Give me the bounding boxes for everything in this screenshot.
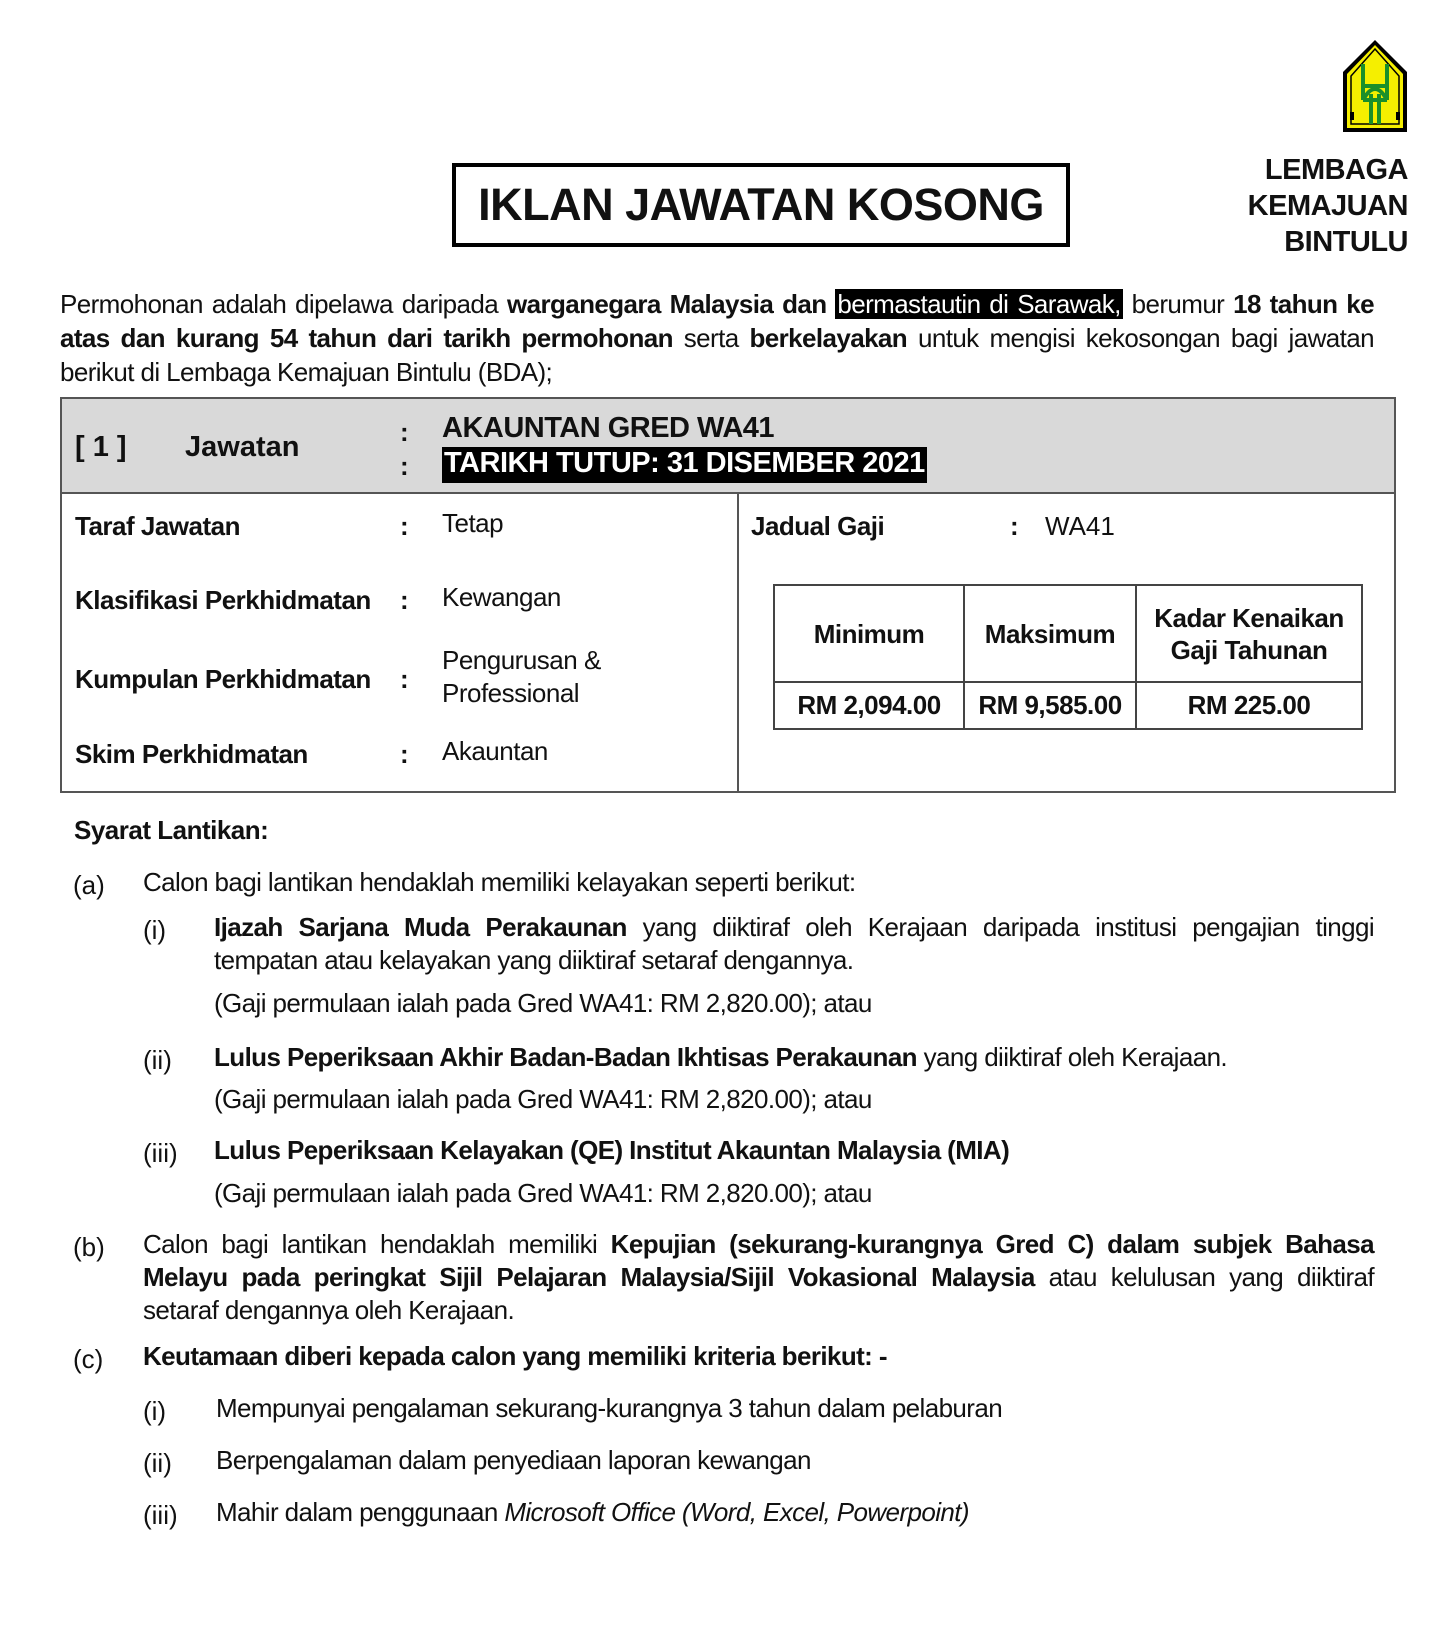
subitem-text (214, 1041, 1227, 1074)
salary-increment-value: RM 225.00 (1136, 682, 1362, 729)
colon: : (400, 585, 409, 615)
detail-label: Taraf Jawatan (75, 511, 240, 541)
org-line-1: LEMBAGA (1264, 154, 1408, 186)
colon: : (400, 451, 409, 481)
detail-value (442, 644, 601, 710)
column-divider (737, 492, 739, 793)
requirements-title: Syarat Lantikan: (74, 815, 269, 845)
item-text: Calon bagi lantikan hendaklah memiliki kelayakan seperti berikut: (143, 867, 856, 897)
intro-text: berumur (1122, 289, 1234, 319)
subitem-marker: (i) (143, 915, 167, 945)
org-line-3: BINTULU (1284, 226, 1408, 258)
subitem-marker: (iii) (143, 1500, 178, 1530)
salary-header-max: Maksimum (964, 585, 1136, 682)
intro-bold: berkelayakan (749, 323, 908, 353)
colon: : (400, 417, 409, 447)
detail-label: Kumpulan Perkhidmatan (75, 664, 371, 694)
item-marker: (b) (73, 1232, 105, 1262)
item-text: Keutamaan diberi kepada calon yang memiliki kriteria berikut: - (143, 1341, 887, 1371)
subitem-italic: Microsoft Office (Word, Excel, Powerpoint) (504, 1497, 969, 1527)
subitem-marker: (ii) (143, 1448, 172, 1478)
colon: : (400, 511, 409, 541)
salary-note: (Gaji permulaan ialah pada Gred WA41: RM 2,820.00); atau (214, 1084, 872, 1114)
intro-text: Permohonan adalah dipelawa daripada (60, 289, 507, 319)
salary-header-increment (1136, 585, 1362, 682)
subitem-bold: Ijazah Sarjana Muda Perakaunan (214, 912, 627, 942)
closing-date: TARIKH TUTUP: 31 DISEMBER 2021 (442, 447, 927, 483)
header-line: Kadar Kenaikan (1154, 602, 1344, 633)
detail-value-line: Pengurusan & (442, 645, 601, 675)
item-bold: Kepujian (sekurang-kurangnya Gred C) dalam subjek Bahasa Melayu pada peringkat Sijil Pelajaran Malaysia/Sijil Vokasional Malaysia (143, 1229, 1374, 1292)
bda-emblem-icon (1341, 38, 1409, 134)
position-number: [ 1 ] (75, 431, 127, 463)
colon: : (400, 739, 409, 769)
subitem-marker: (iii) (143, 1138, 178, 1168)
intro-bold: 18 tahun ke atas dan kurang 54 tahun dari tarikh permohonan (60, 289, 1374, 353)
salary-note: (Gaji permulaan ialah pada Gred WA41: RM 2,820.00); atau (214, 1178, 872, 1208)
intro-text: serta (672, 323, 750, 353)
header-line: Gaji Tahunan (1170, 634, 1328, 665)
subitem-plain: yang diiktiraf oleh Kerajaan. (916, 1042, 1228, 1072)
detail-value-line: Professional (442, 678, 580, 708)
subitem-bold: Lulus Peperiksaan Kelayakan (QE) Institut Akauntan Malaysia (MIA) (214, 1135, 1010, 1165)
organization-name (1248, 152, 1408, 260)
subitem-plain: Mahir dalam penggunaan (216, 1497, 505, 1527)
item-plain: atau kelulusan yang diiktiraf setaraf dengannya oleh Kerajaan. (143, 1262, 1375, 1325)
subitem-marker: (ii) (143, 1045, 172, 1075)
detail-label: Skim Perkhidmatan (75, 739, 308, 769)
detail-value: Akauntan (442, 736, 548, 766)
subitem-plain: yang diiktiraf oleh Kerajaan daripada institusi pengajian tinggi tempatan atau kelayakan yang diiktiraf setaraf dengannya. (214, 912, 1375, 975)
subitem-marker: (i) (143, 1396, 167, 1426)
org-line-2: KEMAJUAN (1247, 190, 1408, 222)
subitem-text (214, 1134, 1009, 1167)
detail-value: Tetap (442, 508, 504, 538)
page-title-box (452, 163, 1070, 247)
salary-schedule-value: WA41 (1045, 511, 1115, 541)
intro-highlight: bermastautin di Sarawak, (837, 289, 1121, 319)
intro-bold: warganegara Malaysia dan (506, 289, 827, 319)
subitem-text: Mempunyai pengalaman sekurang-kurangnya 3 tahun dalam pelaburan (216, 1393, 1003, 1423)
subitem-text (216, 1496, 969, 1529)
salary-schedule-label: Jadual Gaji (751, 511, 885, 541)
job-table-header (62, 399, 1394, 494)
job-table (60, 397, 1396, 793)
salary-min-value: RM 2,094.00 (774, 682, 964, 729)
salary-header-min: Minimum (774, 585, 964, 682)
colon: : (1010, 511, 1019, 541)
subitem-text: Berpengalaman dalam penyediaan laporan kewangan (216, 1445, 811, 1475)
subitem-bold: Lulus Peperiksaan Akhir Badan-Badan Ikhtisas Perakaunan (214, 1042, 917, 1072)
intro-text: untuk mengisi kekosongan bagi jawatan berikut di Lembaga Kemajuan Bintulu (BDA); (60, 323, 1374, 387)
position-label: Jawatan (185, 431, 300, 463)
intro-paragraph (60, 287, 1374, 389)
item-marker: (c) (73, 1344, 104, 1374)
salary-note: (Gaji permulaan ialah pada Gred WA41: RM 2,820.00); atau (214, 988, 872, 1018)
page-title: IKLAN JAWATAN KOSONG (478, 179, 1044, 230)
position-title: AKAUNTAN GRED WA41 (442, 412, 775, 444)
detail-value: Kewangan (442, 582, 561, 612)
salary-table (773, 584, 1363, 730)
item-marker: (a) (73, 870, 105, 900)
colon: : (400, 664, 409, 694)
detail-label: Klasifikasi Perkhidmatan (75, 585, 371, 615)
salary-max-value: RM 9,585.00 (964, 682, 1136, 729)
item-plain: Calon bagi lantikan hendaklah memiliki (143, 1229, 611, 1259)
subitem-text (214, 911, 1374, 977)
item-text (143, 1228, 1374, 1327)
